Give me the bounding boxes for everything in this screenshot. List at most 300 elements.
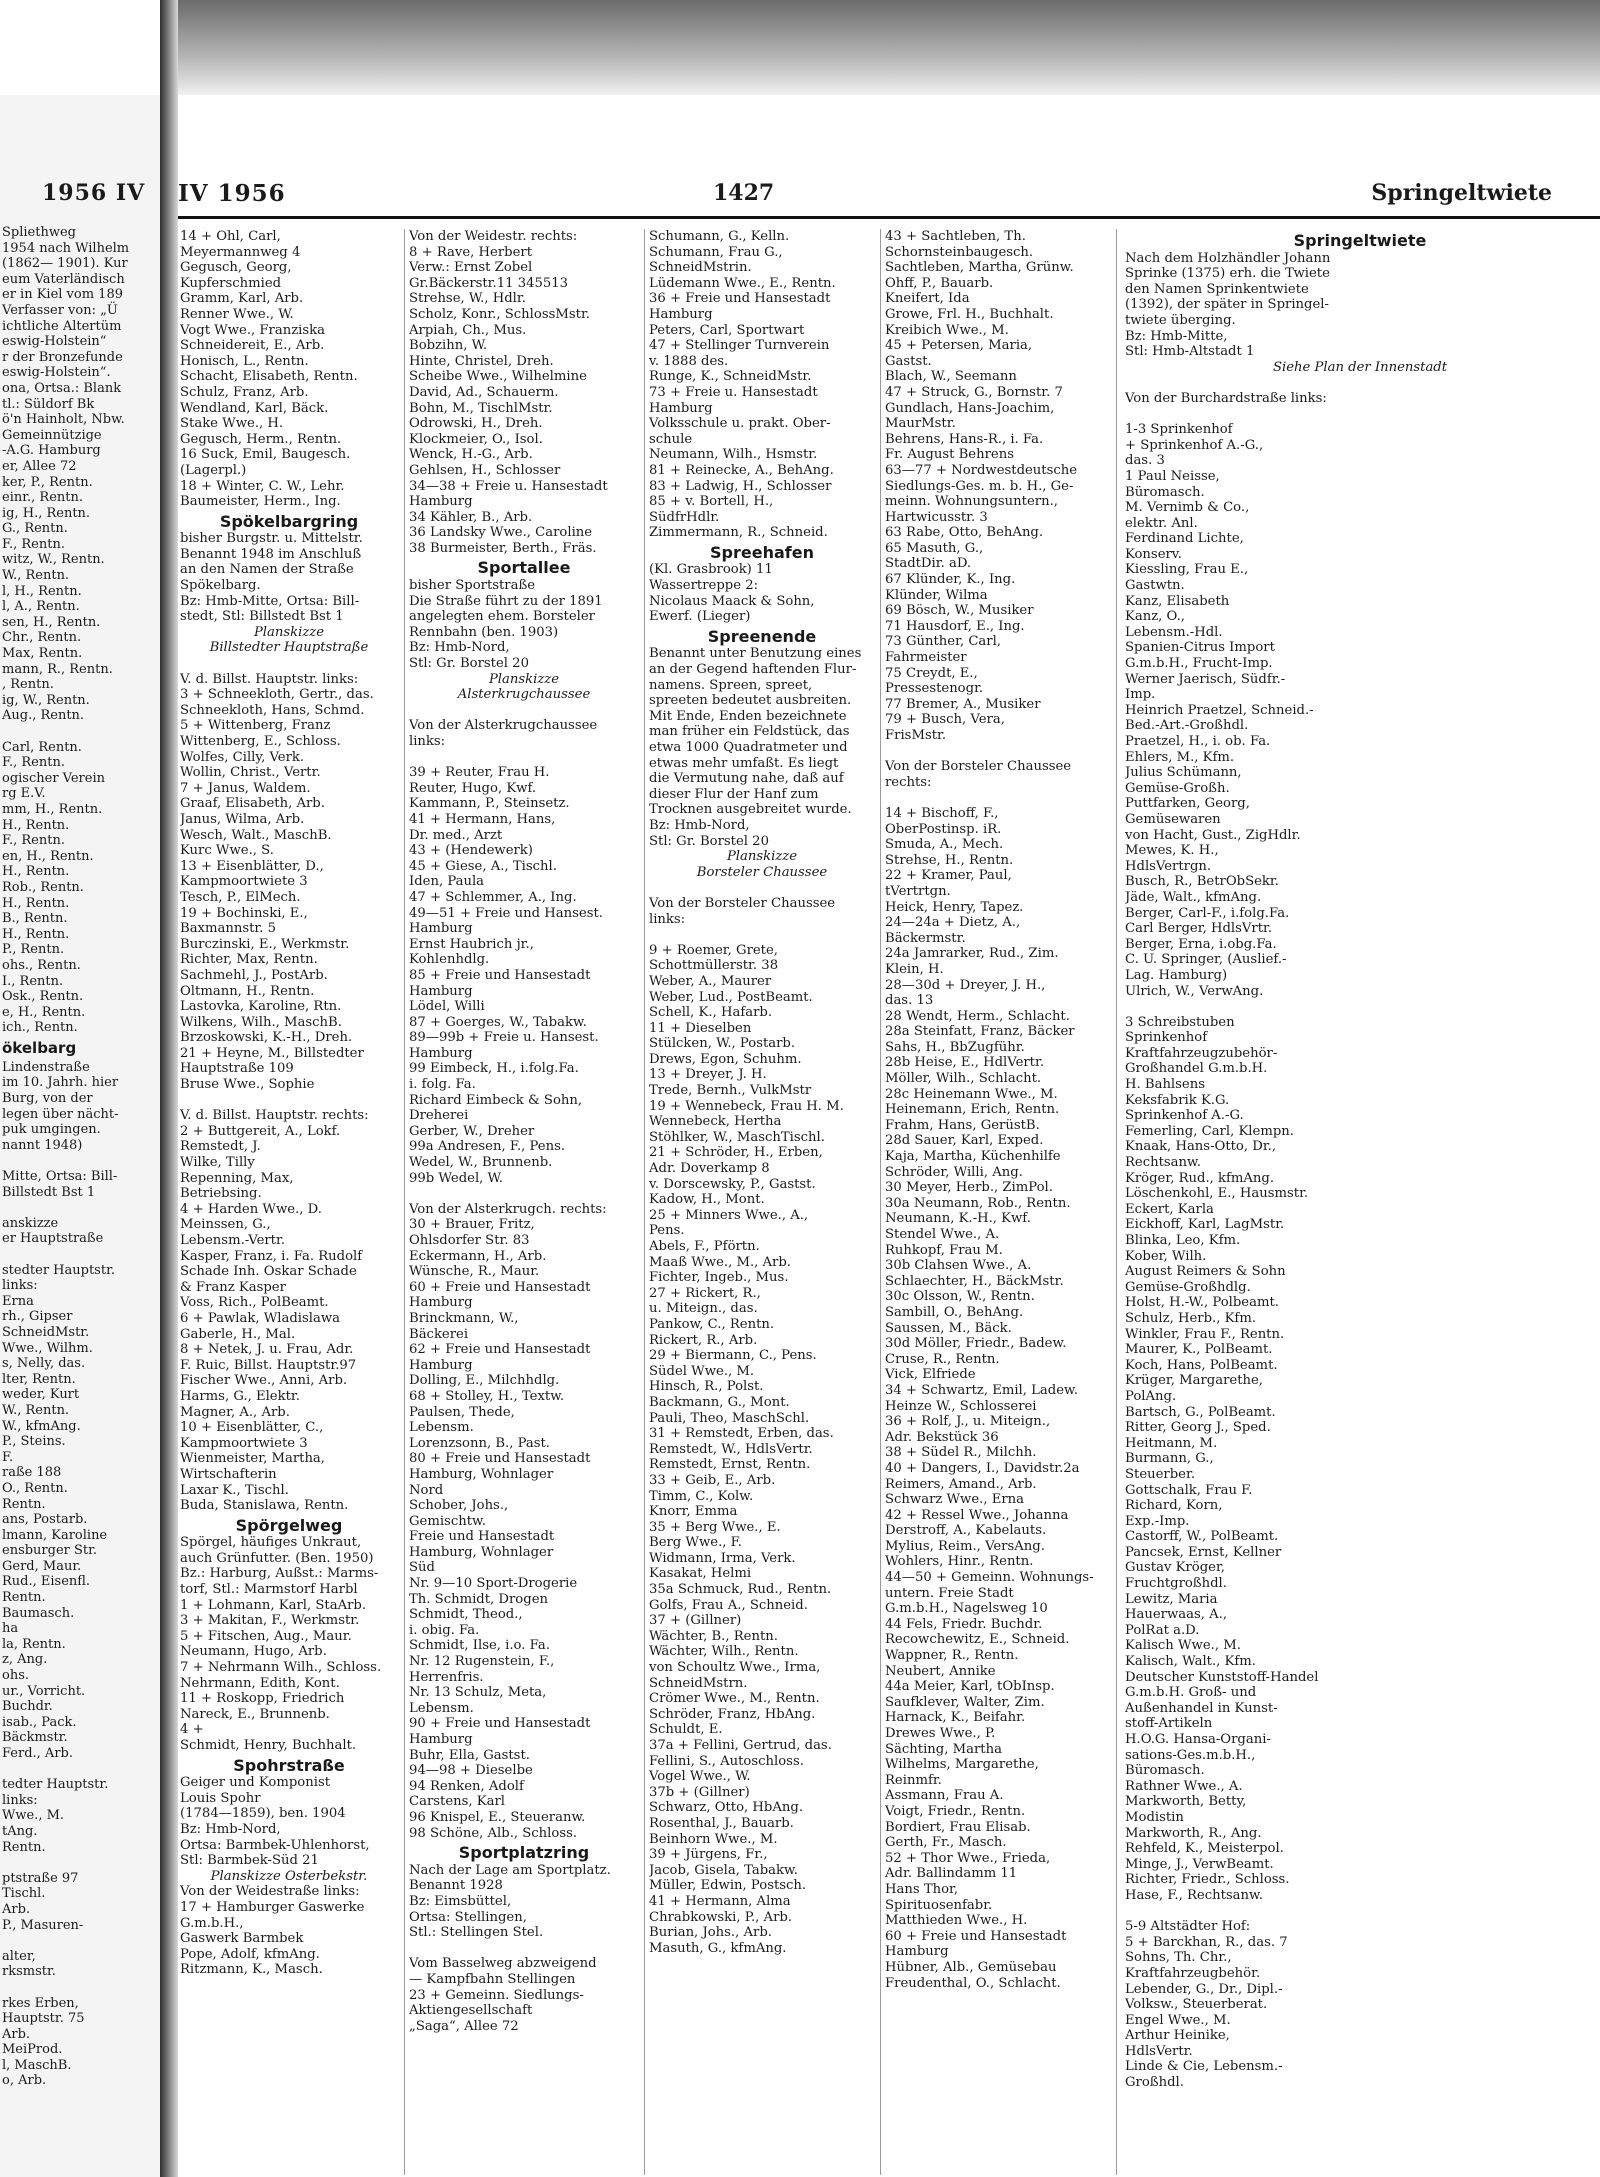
directory-entry: F., Rentn.: [2, 536, 65, 552]
directory-entry: Gehlsen, H., Schlosser: [409, 462, 561, 478]
plan-reference: Siehe Plan der Innenstadt: [1272, 359, 1448, 375]
directory-entry: auch Grünfutter. (Ben. 1950): [180, 1550, 374, 1566]
directory-entry: P., Rentn.: [2, 942, 65, 958]
directory-entry: G., Rentn.: [2, 521, 68, 537]
directory-entry: Gemüsewaren: [1125, 811, 1221, 827]
directory-entry: Buhr, Ella, Gastst.: [409, 1747, 530, 1763]
directory-entry: ker, P., Rentn.: [2, 474, 93, 490]
directory-entry: Klein, H.: [885, 961, 944, 977]
directory-entry: Recowchewitz, E., Schneid.: [885, 1632, 1070, 1648]
directory-entry: Drews, Egon, Schuhm.: [649, 1051, 802, 1067]
directory-entry: Exp.-Imp.: [1125, 1513, 1190, 1529]
directory-entry: Gastwtn.: [1125, 578, 1185, 594]
directory-entry: & Franz Kasper: [180, 1279, 286, 1295]
directory-entry: Kasper, Franz, i. Fa. Rudolf: [180, 1248, 363, 1264]
directory-entry: Hauptstr. 75: [2, 2011, 85, 2027]
directory-entry: Eickhoff, Karl, LagMstr.: [1125, 1217, 1285, 1233]
directory-entry: Osk., Rentn.: [2, 989, 84, 1005]
directory-entry: Wünsche, R., Maur.: [409, 1264, 540, 1280]
directory-entry: Hamburg: [409, 1295, 473, 1311]
directory-entry: Buda, Stanislawa, Rentn.: [180, 1498, 349, 1514]
directory-entry: Bobzihn, W.: [409, 338, 488, 354]
directory-column-1: [180, 229, 402, 2175]
directory-entry: Rob., Rentn.: [2, 879, 84, 895]
directory-entry: Lorenzsonn, B., Past.: [409, 1435, 550, 1451]
directory-entry: Runge, K., SchneidMstr.: [649, 369, 812, 385]
directory-entry: 37b + (Gillner): [649, 1784, 750, 1800]
directory-entry: 30d Möller, Friedr., Badew.: [885, 1336, 1067, 1352]
directory-entry: Hinte, Christel, Dreh.: [409, 353, 554, 369]
directory-entry: Ruhkopf, Frau M.: [885, 1242, 1003, 1258]
directory-entry: Von der Weidestraße links:: [180, 1884, 360, 1900]
directory-entry: rg E.V.: [2, 786, 46, 802]
directory-entry: Freudenthal, O., Schlacht.: [885, 1975, 1061, 1991]
directory-entry: Bz: Hmb-Mitte,: [1125, 328, 1228, 344]
directory-entry: Schell, K., Hafarb.: [649, 1005, 773, 1021]
directory-entry: Schwarz Wwe., Erna: [885, 1492, 1025, 1508]
directory-entry: 28 Wendt, Herm., Schlacht.: [885, 1008, 1070, 1024]
directory-entry: Heick, Henry, Tapez.: [885, 899, 1024, 915]
directory-entry: Gegusch, Georg,: [180, 260, 292, 276]
directory-entry: 80 + Freie und Hansestadt: [409, 1451, 591, 1467]
directory-entry: Wohlers, Hinr., Rentn.: [885, 1554, 1034, 1570]
directory-entry: 42 + Ressel Wwe., Johanna: [885, 1507, 1069, 1523]
directory-entry: Schröder, Franz, HbAng.: [649, 1706, 816, 1722]
directory-entry: 29 + Biermann, C., Pens.: [649, 1348, 817, 1364]
directory-entry: Schacht, Elisabeth, Rentn.: [180, 369, 358, 385]
directory-entry: Sprinkenhof: [1125, 1030, 1208, 1046]
directory-entry: Schmidt, Henry, Buchhalt.: [180, 1738, 357, 1753]
directory-entry: 13 + Eisenblätter, D.,: [180, 858, 324, 874]
directory-entry: Nr. 12 Rugenstein, F.,: [409, 1654, 555, 1670]
directory-entry: ans, Postarb.: [2, 1512, 88, 1528]
directory-entry: Bäckermstr.: [885, 930, 966, 946]
directory-entry: Engel Wwe., M.: [1125, 2012, 1231, 2028]
directory-entry: Knorr, Emma: [649, 1504, 738, 1520]
directory-entry: Castorff, W., PolBeamt.: [1125, 1529, 1279, 1545]
directory-entry: Zimmermann, R., Schneid.: [649, 525, 828, 541]
plan-reference: Planskizze Osterbekstr.: [210, 1868, 368, 1884]
directory-entry: 5 + Wittenberg, Franz: [180, 718, 331, 734]
directory-entry: Weber, A., Maurer: [649, 973, 772, 989]
directory-entry: 33 + Geib, E., Arb.: [649, 1472, 776, 1488]
directory-entry: Matthieden Wwe., H.: [885, 1913, 1028, 1929]
directory-entry: weder, Kurt: [2, 1387, 80, 1403]
directory-entry: Spliethweg: [2, 225, 76, 240]
directory-entry: Blinka, Leo, Kfm.: [1125, 1233, 1241, 1248]
directory-entry: 35 + Berg Wwe., E.: [649, 1519, 781, 1535]
directory-entry: Wittenberg, E., Schloss.: [180, 734, 341, 749]
directory-entry: 94 Renken, Adolf: [409, 1778, 524, 1794]
directory-entry: 30a Neumann, Rob., Rentn.: [885, 1195, 1071, 1211]
directory-entry: Wwe., Wilhm.: [2, 1340, 93, 1356]
directory-entry: Nicolaus Maack & Sohn,: [649, 593, 815, 609]
directory-entry: W., kfmAng.: [2, 1418, 81, 1434]
blank-line: [2, 1200, 158, 1216]
directory-entry: 67 Klünder, K., Ing.: [885, 572, 1016, 588]
directory-entry: V. d. Billst. Hauptstr. rechts:: [180, 1108, 369, 1124]
directory-entry: Adr. Bekstück 36: [885, 1429, 999, 1445]
directory-entry: Gaswerk Barmbek: [180, 1931, 304, 1947]
directory-entry: Ulrich, W., VerwAng.: [1125, 983, 1264, 999]
directory-entry: G.m.b.H., Nagelsweg 10: [885, 1601, 1048, 1617]
directory-entry: MeiProd.: [2, 2042, 63, 2058]
directory-entry: (1392), der später in Springel-: [1125, 297, 1329, 313]
directory-entry: Hauerwaas, A.,: [1125, 1607, 1228, 1623]
directory-entry: Gramm, Karl, Arb.: [180, 291, 304, 307]
directory-entry: l, MaschB.: [2, 2057, 72, 2073]
directory-entry: Strehse, H., Rentn.: [885, 852, 1014, 868]
running-head: Springeltwiete: [1371, 180, 1552, 206]
directory-entry: V. d. Billst. Hauptstr. links:: [180, 671, 359, 687]
directory-entry: Backmann, G., Mont.: [649, 1394, 790, 1410]
directory-entry: man früher ein Feldstück, das: [649, 724, 850, 740]
directory-entry: Arb.: [2, 1901, 31, 1917]
directory-entry: 14 + Bischoff, F.,: [885, 805, 999, 821]
directory-entry: 7 + Janus, Waldem.: [180, 780, 311, 796]
directory-entry: Ritter, Georg J., Sped.: [1125, 1420, 1271, 1436]
directory-entry: Frahm, Hans, GerüstB.: [885, 1117, 1040, 1133]
directory-entry: Schmidt, Ilse, i.o. Fa.: [409, 1638, 550, 1654]
directory-entry: P., Steins.: [2, 1434, 66, 1450]
directory-column-5: [1116, 229, 1600, 2175]
directory-entry: angelegten ehem. Borsteler: [409, 609, 595, 625]
directory-entry: Nach der Lage am Sportplatz.: [409, 1862, 611, 1878]
blank-line: [2, 1933, 158, 1949]
directory-entry: Paulsen, Thede,: [409, 1404, 515, 1420]
directory-entry: Growe, Frl. H., Buchhalt.: [885, 306, 1054, 322]
street-heading: Spörgelweg: [235, 1515, 343, 1535]
directory-entry: Bz: Hmb-Mitte, Ortsa: Bill-: [180, 593, 360, 609]
street-heading: Spreehafen: [710, 542, 814, 562]
directory-entry: Steuerber.: [1125, 1466, 1196, 1482]
blank-line: [1125, 375, 1595, 391]
directory-entry: spreeten bedeutet ausbreiten.: [649, 693, 852, 709]
directory-entry: W., Rentn.: [2, 568, 70, 584]
directory-entry: an der Gegend haftenden Flur-: [649, 662, 857, 678]
directory-entry: Kober, Wilh.: [1125, 1248, 1207, 1264]
directory-entry: Praetzel, H., i. ob. Fa.: [1125, 734, 1271, 749]
street-heading: Sportallee: [477, 558, 571, 578]
directory-entry: 24—24a + Dietz, A.,: [885, 915, 1021, 931]
directory-entry: Bordiert, Frau Elisab.: [885, 1819, 1031, 1835]
directory-entry: 77 Bremer, A., Musiker: [885, 696, 1041, 712]
directory-entry: Vick, Elfriede: [885, 1367, 976, 1383]
directory-entry: Busch, R., BetrObSekr.: [1125, 874, 1279, 890]
directory-entry: l, H., Rentn.: [2, 583, 82, 599]
directory-entry: Wächter, B., Rentn.: [649, 1628, 778, 1644]
directory-entry: Meyermannweg 4: [180, 244, 301, 260]
directory-entry: 73 + Freie u. Hansestadt: [649, 384, 818, 400]
directory-entry: 28d Sauer, Karl, Exped.: [885, 1133, 1044, 1149]
directory-entry: Burg, von der: [2, 1091, 93, 1107]
directory-entry: links:: [2, 1278, 38, 1294]
blank-line: [2, 1762, 158, 1778]
directory-column-4: [880, 229, 1115, 2175]
directory-entry: Mylius, Reim., VersAng.: [885, 1538, 1045, 1554]
directory-entry: Hamburg: [409, 983, 473, 999]
directory-entry: 28—30d + Dreyer, J. H.,: [885, 977, 1046, 993]
directory-entry: Volksschule u. prakt. Ober-: [649, 416, 831, 432]
directory-entry: Wilke, Tilly: [180, 1155, 255, 1171]
directory-entry: Remstedt, J.: [180, 1139, 261, 1155]
directory-entry: Schuldt, E.: [649, 1722, 723, 1738]
directory-entry: Pauli, Theo, MaschSchl.: [649, 1410, 810, 1426]
directory-entry: Kampmoortwiete 3: [180, 874, 308, 890]
directory-entry: links:: [2, 1792, 38, 1808]
directory-entry: sen, H., Rentn.: [2, 614, 101, 630]
directory-entry: stedt, Stl: Billstedt Bst 1: [180, 609, 344, 625]
directory-entry: Von der Alsterkrugchaussee: [409, 718, 598, 734]
directory-entry: Modistin: [1125, 1809, 1184, 1825]
directory-entry: 85 + Freie und Hansestadt: [409, 967, 591, 983]
directory-entry: Sprinke (1375) erh. die Twiete: [1125, 266, 1330, 282]
directory-entry: ensburger Str.: [2, 1543, 98, 1559]
directory-entry: 68 + Stolley, H., Textw.: [409, 1388, 565, 1404]
directory-entry: 1 + Lohmann, Karl, StaArb.: [180, 1597, 367, 1613]
directory-entry: Rentn.: [2, 1839, 46, 1855]
directory-entry: 83 + Ladwig, H., Schlosser: [649, 478, 832, 494]
directory-entry: Sohns, Th. Chr.,: [1125, 1950, 1232, 1966]
directory-entry: Laxar K., Tischl.: [180, 1482, 289, 1498]
directory-entry: Gr.Bäckerstr.11 345513: [409, 275, 569, 291]
directory-entry: Widmann, Irma, Verk.: [649, 1550, 796, 1566]
directory-entry: einr., Rentn.: [2, 490, 83, 506]
directory-entry: Heinze W., Schlosserei: [885, 1398, 1037, 1414]
directory-entry: SchneidMstrin.: [649, 260, 752, 276]
directory-entry: Neumann, Hugo, Arb.: [180, 1644, 327, 1660]
street-heading: Springeltwiete: [1293, 231, 1427, 250]
directory-entry: Büromasch.: [1125, 1763, 1205, 1779]
directory-entry: 96 Knispel, E., Steueranw.: [409, 1809, 586, 1825]
directory-entry: 63 Rabe, Otto, BehAng.: [885, 525, 1044, 541]
directory-entry: 44—50 + Gemeinn. Wohnungs-: [885, 1570, 1094, 1586]
directory-entry: ona, Ortsa.: Blank: [2, 380, 122, 396]
directory-entry: Nr. 9—10 Sport-Drogerie: [409, 1576, 578, 1592]
directory-entry: Blach, W., Seemann: [885, 369, 1017, 385]
directory-entry: 11 + Roskopp, Friedrich: [180, 1691, 345, 1707]
directory-entry: Vom Basselweg abzweigend: [409, 1956, 597, 1972]
street-heading: Spreenende: [707, 626, 817, 646]
directory-entry: Wienmeister, Martha,: [180, 1451, 325, 1467]
directory-entry: Reuter, Hugo, Kwf.: [409, 780, 537, 796]
directory-entry: Maaß Wwe., M., Arb.: [649, 1254, 791, 1270]
directory-entry: Wappner, R., Rentn.: [885, 1648, 1019, 1664]
directory-entry: Die Straße führt zu der 1891: [409, 593, 603, 609]
directory-entry: Stendel Wwe., A.: [885, 1227, 1000, 1242]
directory-entry: Stl: Barmbek-Süd 21: [180, 1853, 319, 1869]
directory-entry: Tesch, P., ElMech.: [180, 889, 301, 905]
directory-entry: Schumann, Frau G.,: [649, 244, 783, 260]
directory-entry: Bäckerei: [409, 1326, 469, 1342]
directory-entry: 99 Eimbeck, H., i.folg.Fa.: [409, 1061, 579, 1077]
directory-entry: Hamburg, Wohnlager: [409, 1544, 554, 1560]
directory-entry: Lödel, Willi: [409, 999, 485, 1015]
directory-entry: 71 Hausdorf, E., Ing.: [885, 618, 1025, 634]
directory-entry: 36 + Freie und Hansestadt: [649, 291, 831, 307]
directory-entry: P., Masuren-: [2, 1917, 84, 1933]
directory-entry: Kohlenhdlg.: [409, 952, 490, 968]
directory-entry: Trede, Bernh., VulkMstr: [649, 1083, 812, 1099]
directory-entry: Mewes, K. H.,: [1125, 843, 1219, 859]
directory-entry: H., Rentn.: [2, 926, 70, 942]
directory-entry: Ortsa: Stellingen,: [409, 1909, 527, 1925]
directory-entry: Gerd, Maur.: [2, 1558, 82, 1574]
directory-entry: PolAng.: [1125, 1388, 1177, 1404]
directory-entry: Klockmeier, O., Isol.: [409, 431, 543, 447]
street-heading: Spohrstraße: [233, 1755, 345, 1775]
directory-entry: Hans Thor,: [885, 1881, 959, 1897]
directory-entry: Schulz, Herb., Kfm.: [1125, 1310, 1257, 1326]
directory-entry: Trocknen ausgebreitet wurde.: [649, 802, 852, 818]
directory-entry: 3 + Makitan, F., Werkmstr.: [180, 1613, 360, 1629]
directory-entry: Deutscher Kunststoff-Handel: [1125, 1669, 1319, 1685]
directory-entry: Bruse Wwe., Sophie: [180, 1077, 315, 1093]
directory-entry: bisher Burgstr. u. Mittelstr.: [180, 531, 363, 547]
directory-entry: Rosenthal, J., Bauarb.: [649, 1815, 794, 1831]
directory-entry: Spanien-Citrus Import: [1125, 640, 1275, 656]
directory-entry: Lüdemann Wwe., E., Rentn.: [649, 275, 836, 291]
directory-entry: stedter Hauptstr.: [2, 1262, 115, 1278]
directory-entry: W., Rentn.: [2, 1402, 70, 1418]
directory-entry: 9 + Roemer, Grete,: [649, 942, 778, 958]
directory-entry: Buchdr.: [2, 1699, 53, 1715]
directory-entry: Hübner, Alb., Gemüsebau: [885, 1959, 1057, 1975]
directory-entry: Lindenstraße: [2, 1059, 90, 1075]
directory-entry: 8 + Rave, Herbert: [409, 244, 533, 260]
directory-entry: Crömer Wwe., M., Rentn.: [649, 1691, 820, 1707]
directory-entry: Kalisch Wwe., M.: [1125, 1638, 1241, 1654]
directory-entry: Fellini, S., Autoschloss.: [649, 1753, 804, 1769]
directory-entry: 41 + Hermann, Hans,: [409, 811, 556, 827]
directory-entry: 39 + Reuter, Frau H.: [409, 765, 550, 781]
directory-entry: Von der Borsteler Chaussee: [649, 895, 836, 911]
directory-entry: tVertrtgn.: [885, 883, 951, 899]
directory-entry: Ehlers, M., Kfm.: [1125, 749, 1235, 765]
directory-entry: Schade Inh. Oskar Schade: [180, 1264, 357, 1280]
directory-entry: namens. Spreen, spreet,: [649, 677, 813, 693]
directory-entry: Nehrmann, Edith, Kont.: [180, 1675, 340, 1691]
directory-entry: 17 + Hamburger Gaswerke: [180, 1899, 365, 1915]
directory-entry: 25 + Minners Wwe., A.,: [649, 1207, 809, 1223]
directory-entry: Lewitz, Maria: [1125, 1591, 1218, 1607]
directory-entry: v. 1888 des.: [649, 353, 729, 369]
directory-entry: H., Rentn.: [2, 895, 70, 911]
directory-entry: SchneidMstr.: [2, 1324, 90, 1340]
directory-entry: Rickert, R., Arb.: [649, 1332, 758, 1348]
directory-entry: Hinsch, R., Polst.: [649, 1379, 764, 1395]
directory-entry: ig, W., Rentn.: [2, 692, 90, 708]
book-gutter: [160, 0, 178, 2177]
directory-entry: Berger, Erna, i.obg.Fa.: [1125, 936, 1277, 952]
directory-entry: Volksw., Steuerberat.: [1125, 1997, 1268, 2013]
directory-entry: Carl, Rentn.: [2, 739, 82, 755]
directory-entry: Tischl.: [2, 1886, 46, 1902]
directory-entry: Graaf, Elisabeth, Arb.: [180, 796, 325, 812]
directory-entry: Gemischtw.: [409, 1513, 486, 1529]
directory-entry: Pankow, C., Rentn.: [649, 1316, 775, 1332]
directory-entry: Oltmann, H., Rentn.: [180, 983, 315, 999]
directory-entry: Lag. Hamburg): [1125, 967, 1228, 983]
directory-entry: Saufklever, Walter, Zim.: [885, 1694, 1045, 1710]
directory-entry: ur., Vorricht.: [2, 1683, 86, 1699]
blank-line: [1125, 1904, 1595, 1920]
directory-entry: Kröger, Rud., kfmAng.: [1125, 1170, 1275, 1186]
blank-line: [885, 790, 1111, 806]
directory-entry: Ewerf. (Lieger): [649, 609, 751, 625]
directory-entry: Schober, Johs.,: [409, 1498, 509, 1514]
right-page: [178, 95, 1600, 2177]
directory-entry: HdlsVertrgn.: [1125, 858, 1212, 874]
directory-entry: Südel Wwe., M.: [649, 1363, 755, 1379]
directory-entry: Holst, H.-W., Polbeamt.: [1125, 1295, 1279, 1311]
directory-entry: OberPostinsp. iR.: [885, 821, 1002, 837]
directory-entry: Kadow, H., Mont.: [649, 1192, 765, 1208]
directory-entry: Rechtsanw.: [1125, 1155, 1201, 1171]
directory-entry: er in Kiel vom 189: [2, 287, 123, 303]
directory-entry: Peters, Carl, Sportwart: [649, 322, 805, 338]
directory-entry: witz, W., Rentn.: [2, 552, 105, 568]
directory-entry: Sachmehl, J., PostArb.: [180, 967, 328, 983]
directory-entry: Rentn.: [2, 1496, 46, 1512]
page-number: 1427: [713, 180, 775, 206]
directory-entry: Von der Alsterkrugch. rechts:: [409, 1201, 607, 1217]
directory-entry: Fruchtgroßhdl.: [1125, 1576, 1227, 1592]
directory-entry: lter, Rentn.: [2, 1371, 76, 1387]
directory-entry: Werner Jaerisch, Südfr.-: [1125, 671, 1286, 687]
directory-entry: 30 + Brauer, Fritz,: [409, 1217, 535, 1233]
directory-entry: Verfasser von: „Ü: [2, 302, 118, 318]
directory-entry: Brzoskowski, K.-H., Dreh.: [180, 1030, 353, 1046]
directory-entry: Dr. med., Arzt: [409, 827, 503, 843]
directory-entry: 4 +: [180, 1722, 204, 1738]
directory-entry: I., Rentn.: [2, 973, 64, 989]
directory-entry: H.O.G. Hansa-Organi-: [1125, 1732, 1271, 1747]
directory-entry: Stöhlker, W., MaschTischl.: [649, 1129, 825, 1145]
directory-entry: Saussen, M., Bäck.: [885, 1320, 1012, 1336]
directory-entry: tedter Hauptstr.: [2, 1777, 109, 1793]
directory-entry: Gegusch, Herm., Rentn.: [180, 431, 342, 447]
plan-reference: Billstedter Hauptstraße: [209, 640, 369, 656]
directory-entry: Beinhorn Wwe., M.: [649, 1831, 778, 1847]
directory-entry: rechts:: [885, 774, 932, 790]
directory-entry: 14 + Ohl, Carl,: [180, 229, 281, 244]
directory-entry: Berger, Carl-F., i.folg.Fa.: [1125, 905, 1290, 921]
directory-entry: Smuda, A., Mech.: [885, 837, 1004, 853]
directory-entry: 40 + Dangers, I., Davidstr.2a: [885, 1460, 1080, 1476]
directory-entry: Geiger und Komponist: [180, 1775, 331, 1791]
directory-entry: H., Rentn.: [2, 864, 70, 880]
directory-entry: 22 + Kramer, Paul,: [885, 868, 1012, 884]
directory-entry: Nr. 13 Schulz, Meta,: [409, 1685, 547, 1701]
directory-entry: F. Ruic, Billst. Hauptstr.97: [180, 1357, 357, 1373]
directory-entry: Hase, F., Rechtsanw.: [1125, 1887, 1263, 1903]
directory-entry: Eckermann, H., Arb.: [409, 1248, 547, 1264]
directory-entry: Wesch, Walt., MaschB.: [180, 827, 332, 843]
directory-entry: Linde & Cie, Lebensm.-: [1125, 2059, 1283, 2075]
directory-entry: Hamburg: [409, 1732, 473, 1747]
directory-entry: Fahrmeister: [885, 650, 967, 666]
directory-entry: Bz: Eimsbüttel,: [409, 1893, 512, 1909]
directory-entry: Ortsa: Barmbek-Uhlenhorst,: [180, 1837, 370, 1853]
directory-entry: von Hacht, Gust., ZigHdlr.: [1125, 827, 1301, 843]
directory-entry: Stl.: Stellingen Stel.: [409, 1925, 544, 1941]
directory-entry: Schornsteinbaugesch.: [885, 244, 1034, 260]
directory-entry: 16 Suck, Emil, Baugesch.: [180, 447, 351, 463]
directory-entry: ogischer Verein: [2, 770, 105, 786]
directory-entry: Verw.: Ernst Zobel: [409, 260, 533, 276]
directory-entry: 34—38 + Freie u. Hansestadt: [409, 478, 608, 494]
